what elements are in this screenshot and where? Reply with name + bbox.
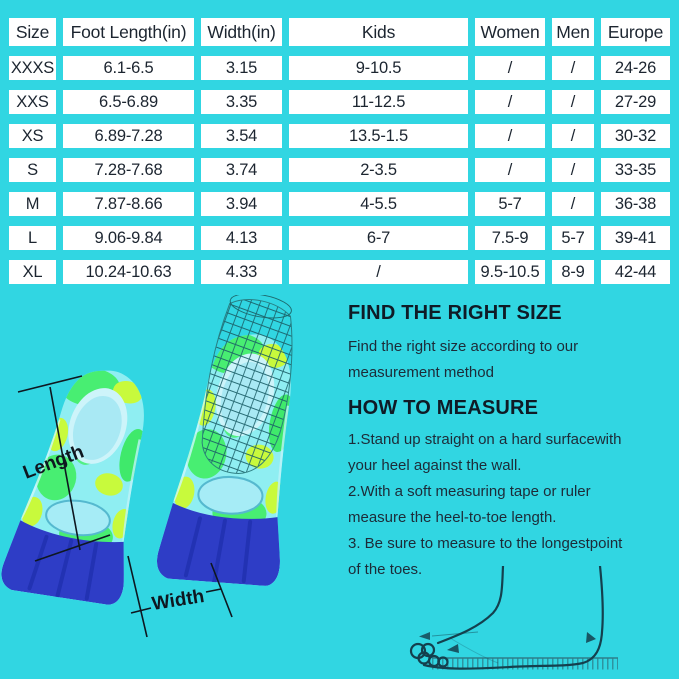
table-cell: 6-7 — [289, 226, 468, 250]
table-cell: / — [552, 192, 594, 216]
table-cell: 13.5-1.5 — [289, 124, 468, 148]
table-row — [9, 90, 670, 114]
instruction-line: measurement method — [348, 364, 494, 381]
width-label: Width — [150, 585, 206, 615]
table-cell: / — [289, 260, 468, 284]
column-header-size: Size — [9, 18, 56, 46]
table-row — [9, 124, 670, 148]
find-right-size-heading: FIND THE RIGHT SIZE — [348, 302, 562, 324]
table-cell: XXS — [9, 90, 56, 114]
instruction-line: of the toes. — [348, 561, 423, 578]
table-cell: XXXS — [9, 56, 56, 80]
instructions-panel — [348, 302, 673, 583]
table-cell: 3.54 — [201, 124, 282, 148]
table-cell: / — [475, 124, 545, 148]
table-cell: 7.5-9 — [475, 226, 545, 250]
table-cell: 4.33 — [201, 260, 282, 284]
table-cell: 9-10.5 — [289, 56, 468, 80]
table-cell: 3.94 — [201, 192, 282, 216]
fins-illustration — [0, 295, 345, 679]
wireframe-mesh — [194, 295, 305, 480]
table-cell: 5-7 — [552, 226, 594, 250]
table-cell: 36-38 — [601, 192, 670, 216]
column-header-foot-length: Foot Length(in) — [63, 18, 194, 46]
table-cell: / — [552, 90, 594, 114]
table-cell: 6.5-6.89 — [63, 90, 194, 114]
table-cell: 33-35 — [601, 158, 670, 182]
table-cell: 3.15 — [201, 56, 282, 80]
instruction-line: 3. Be sure to measure to the longestpoint — [348, 535, 623, 552]
table-cell: 7.87-8.66 — [63, 192, 194, 216]
table-cell: L — [9, 226, 56, 250]
table-cell: 9.06-9.84 — [63, 226, 194, 250]
table-cell: 8-9 — [552, 260, 594, 284]
how-to-measure-heading: HOW TO MEASURE — [348, 397, 539, 419]
table-row — [9, 56, 670, 80]
foot-outline — [411, 566, 603, 669]
column-header-women: Women — [475, 18, 545, 46]
table-cell: / — [475, 90, 545, 114]
column-header-europe: Europe — [601, 18, 670, 46]
table-cell: 10.24-10.63 — [63, 260, 194, 284]
table-cell: / — [475, 56, 545, 80]
column-header-width: Width(in) — [201, 18, 282, 46]
size-table — [2, 8, 677, 294]
table-cell: 4.13 — [201, 226, 282, 250]
table-cell: 24-26 — [601, 56, 670, 80]
table-cell: 42-44 — [601, 260, 670, 284]
size-table-wrap — [0, 8, 679, 294]
table-cell: 7.28-7.68 — [63, 158, 194, 182]
table-cell: / — [552, 56, 594, 80]
table-cell: 5-7 — [475, 192, 545, 216]
table-cell: / — [552, 158, 594, 182]
header-row — [9, 18, 670, 46]
instruction-line: 2.With a soft measuring tape or ruler — [348, 483, 591, 500]
table-cell: 30-32 — [601, 124, 670, 148]
instruction-line: Find the right size according to our — [348, 338, 579, 355]
length-label: Length — [20, 441, 87, 484]
table-row — [9, 192, 670, 216]
table-cell: 4-5.5 — [289, 192, 468, 216]
table-cell: 27-29 — [601, 90, 670, 114]
table-row — [9, 158, 670, 182]
foot-measure-diagram — [390, 566, 670, 678]
column-header-men: Men — [552, 18, 594, 46]
table-cell: 3.35 — [201, 90, 282, 114]
table-cell: 2-3.5 — [289, 158, 468, 182]
table-cell: 39-41 — [601, 226, 670, 250]
table-cell: 6.89-7.28 — [63, 124, 194, 148]
instruction-line: measure the heel-to-toe length. — [348, 509, 557, 526]
table-cell: 9.5-10.5 — [475, 260, 545, 284]
table-cell: / — [552, 124, 594, 148]
column-header-kids: Kids — [289, 18, 468, 46]
table-cell: M — [9, 192, 56, 216]
table-cell: S — [9, 158, 56, 182]
left-fin — [0, 353, 175, 616]
table-cell: XL — [9, 260, 56, 284]
table-cell: XS — [9, 124, 56, 148]
instruction-line: your heel against the wall. — [348, 457, 522, 474]
instruction-line: 1.Stand up straight on a hard surfacewith — [348, 431, 622, 448]
table-cell: / — [475, 158, 545, 182]
table-cell: 11-12.5 — [289, 90, 468, 114]
table-cell: 3.74 — [201, 158, 282, 182]
table-row — [9, 260, 670, 284]
table-cell: 6.1-6.5 — [63, 56, 194, 80]
table-row — [9, 226, 670, 250]
